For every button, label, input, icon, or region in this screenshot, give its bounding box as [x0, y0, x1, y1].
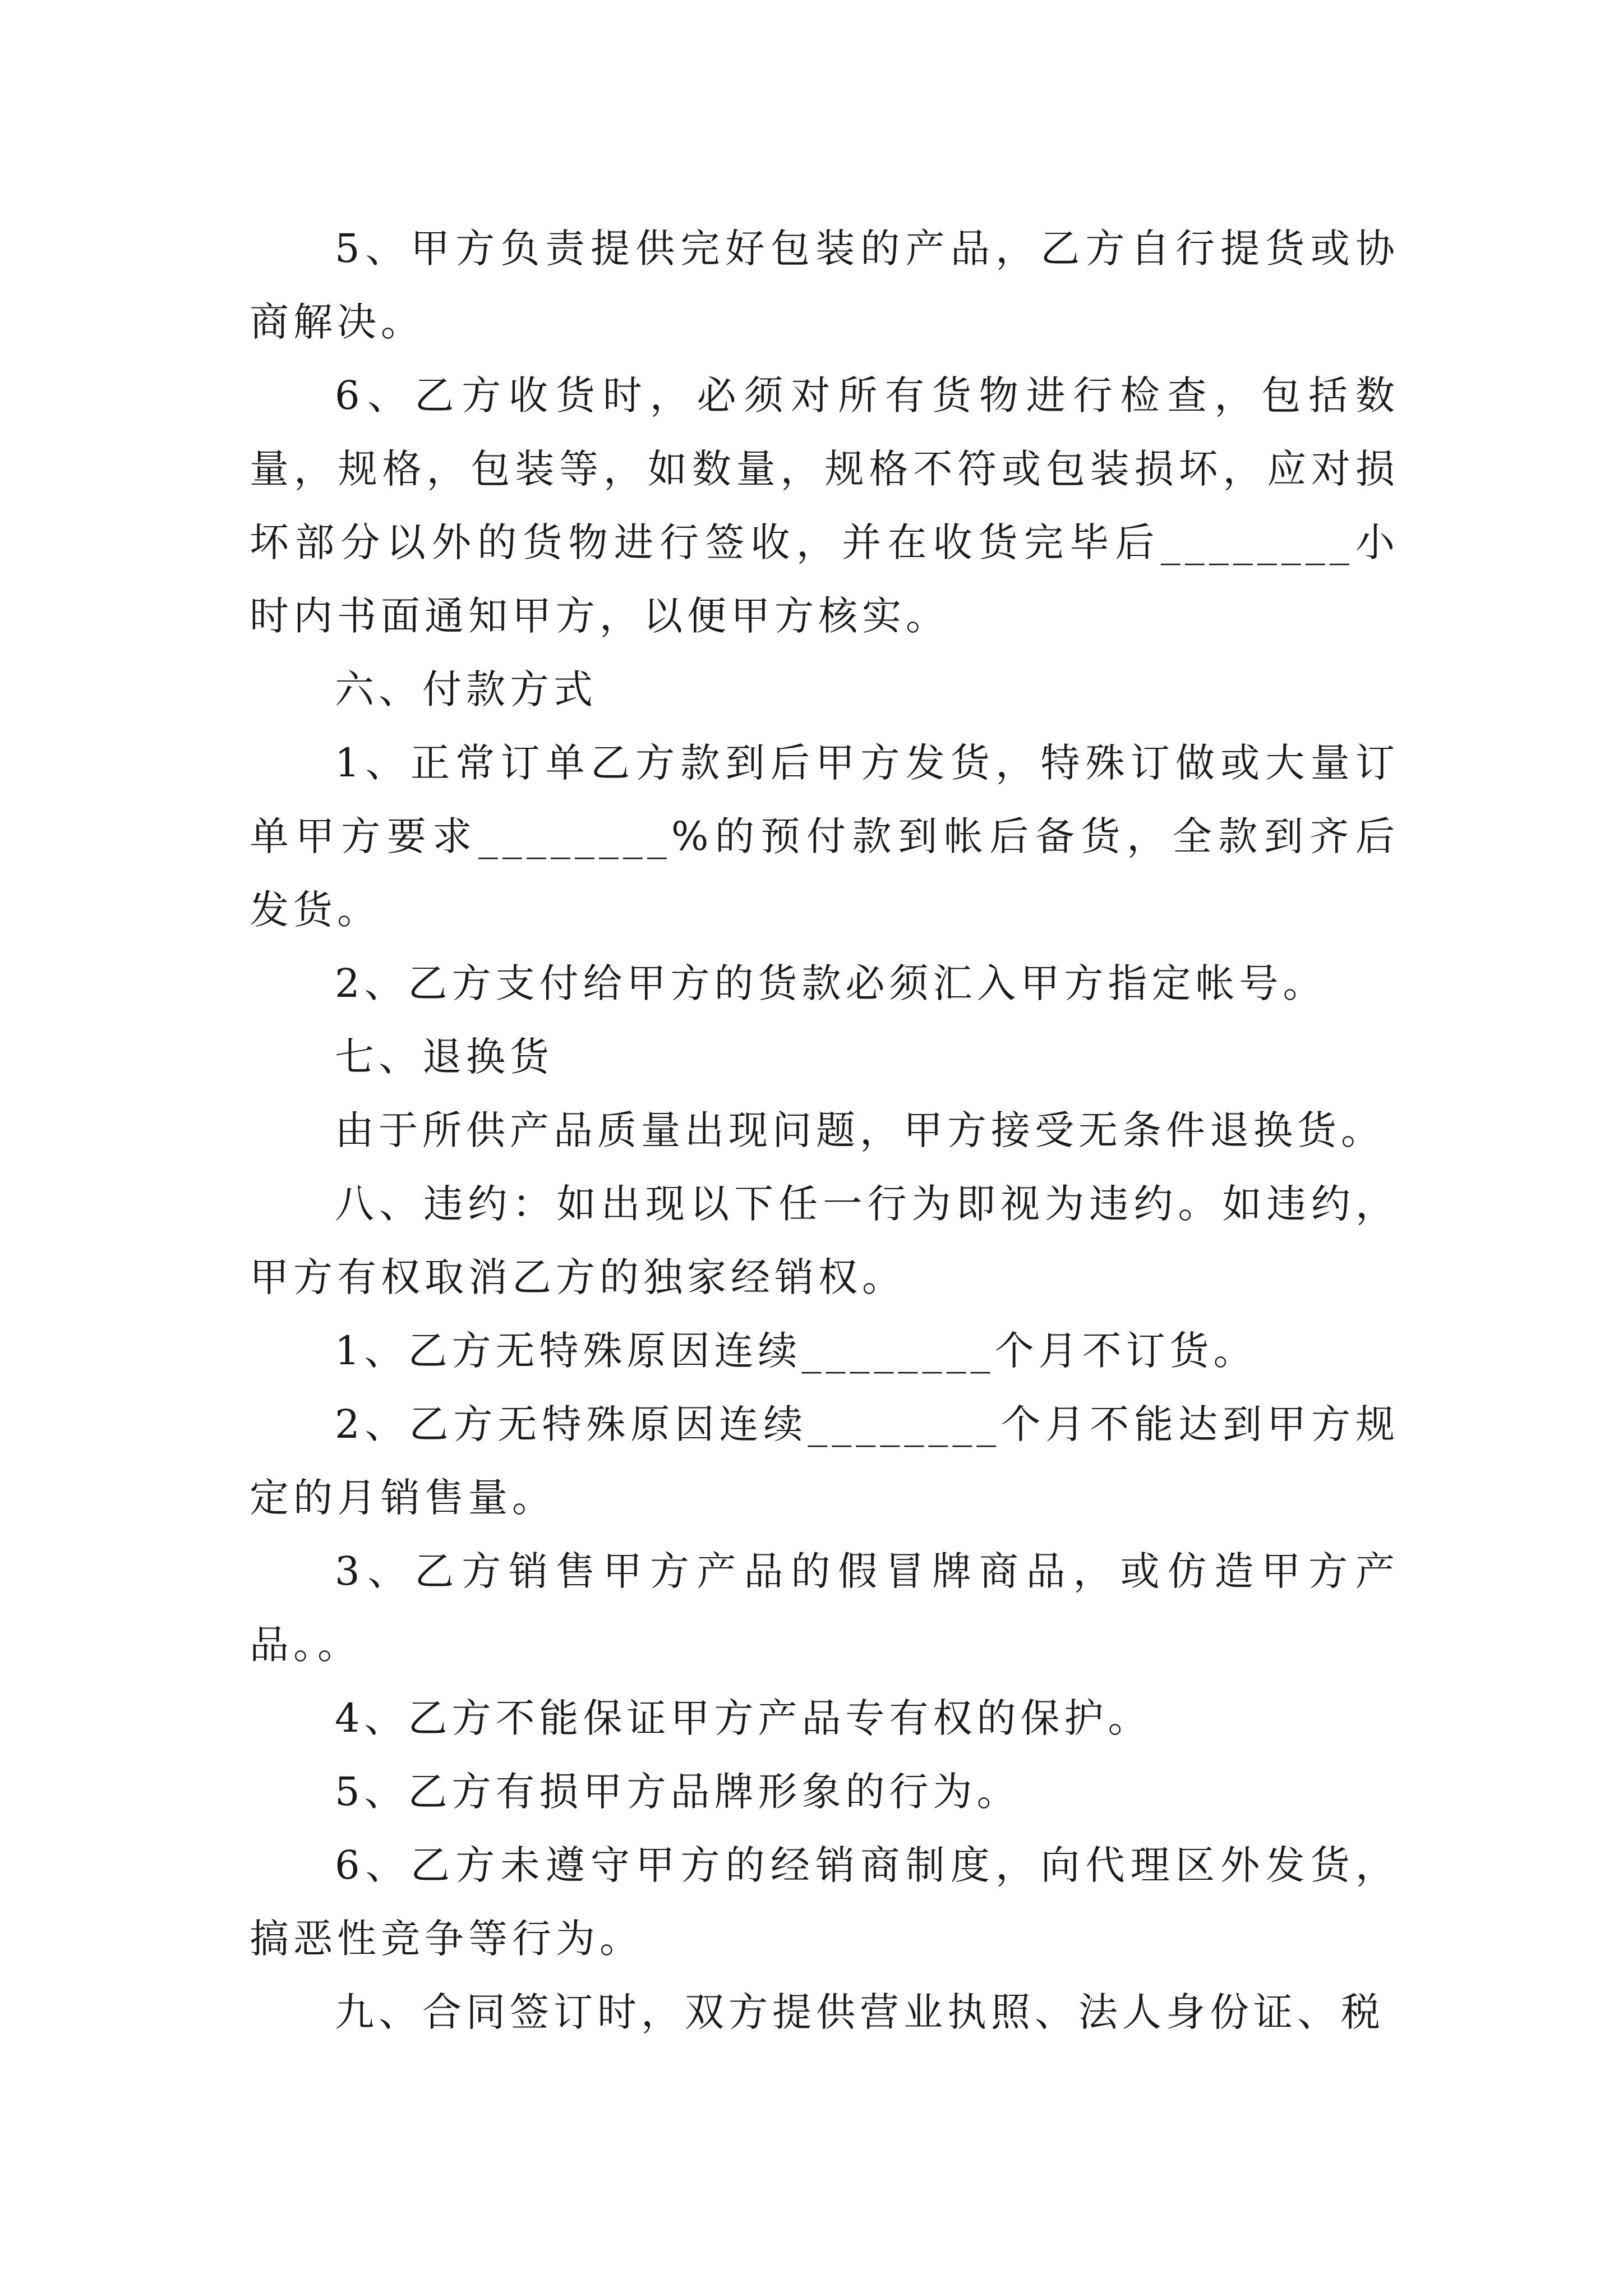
breach-item-1: 1、乙方无特殊原因连续________个月不订货。 [335, 1328, 1257, 1374]
breach-item-3: 3、乙方销售甲方产品的假冒牌商品，或仿造甲方产品。。 [250, 1548, 1399, 1668]
section-9-signing: 九、合同签订时，双方提供营业执照、法人身份证、税 [335, 1989, 1385, 2035]
payment-clause-1: 1、正常订单乙方款到后甲方发货，特殊订做或大量订单甲方要求________%的预付款到帐后备货，全款到齐后发货。 [250, 740, 1399, 933]
section-7-heading: 七、退换货 [335, 1034, 554, 1080]
section-6-heading: 六、付款方式 [335, 666, 597, 712]
clause-6-inspection: 6、乙方收货时，必须对所有货物进行检查，包括数量，规格，包装等，如数量，规格不符或包装损坏，应对损坏部分以外的货物进行签收，并在收货完毕后________小时内书面通知甲方，以便甲方核实。 [250, 372, 1399, 639]
section-8-breach: 八、违约：如出现以下任一行为即视为违约。如违约，甲方有权取消乙方的独家经销权。 [250, 1181, 1399, 1300]
clause-5-packaging: 5、甲方负责提供完好包装的产品，乙方自行提货或协商解决。 [250, 226, 1399, 345]
return-clause: 由于所供产品质量出现问题，甲方接受无条件退换货。 [335, 1107, 1385, 1153]
breach-item-6: 6、乙方未遵守甲方的经销商制度，向代理区外发货，搞恶性竞争等行为。 [250, 1842, 1399, 1962]
payment-clause-2: 2、乙方支付给甲方的货款必须汇入甲方指定帐号。 [335, 960, 1327, 1006]
document-body [250, 212, 1399, 2049]
breach-item-2: 2、乙方无特殊原因连续________个月不能达到甲方规定的月销售量。 [250, 1401, 1399, 1521]
breach-item-5: 5、乙方有损甲方品牌形象的行为。 [335, 1769, 1021, 1815]
breach-item-4: 4、乙方不能保证甲方产品专有权的保护。 [335, 1695, 1152, 1741]
